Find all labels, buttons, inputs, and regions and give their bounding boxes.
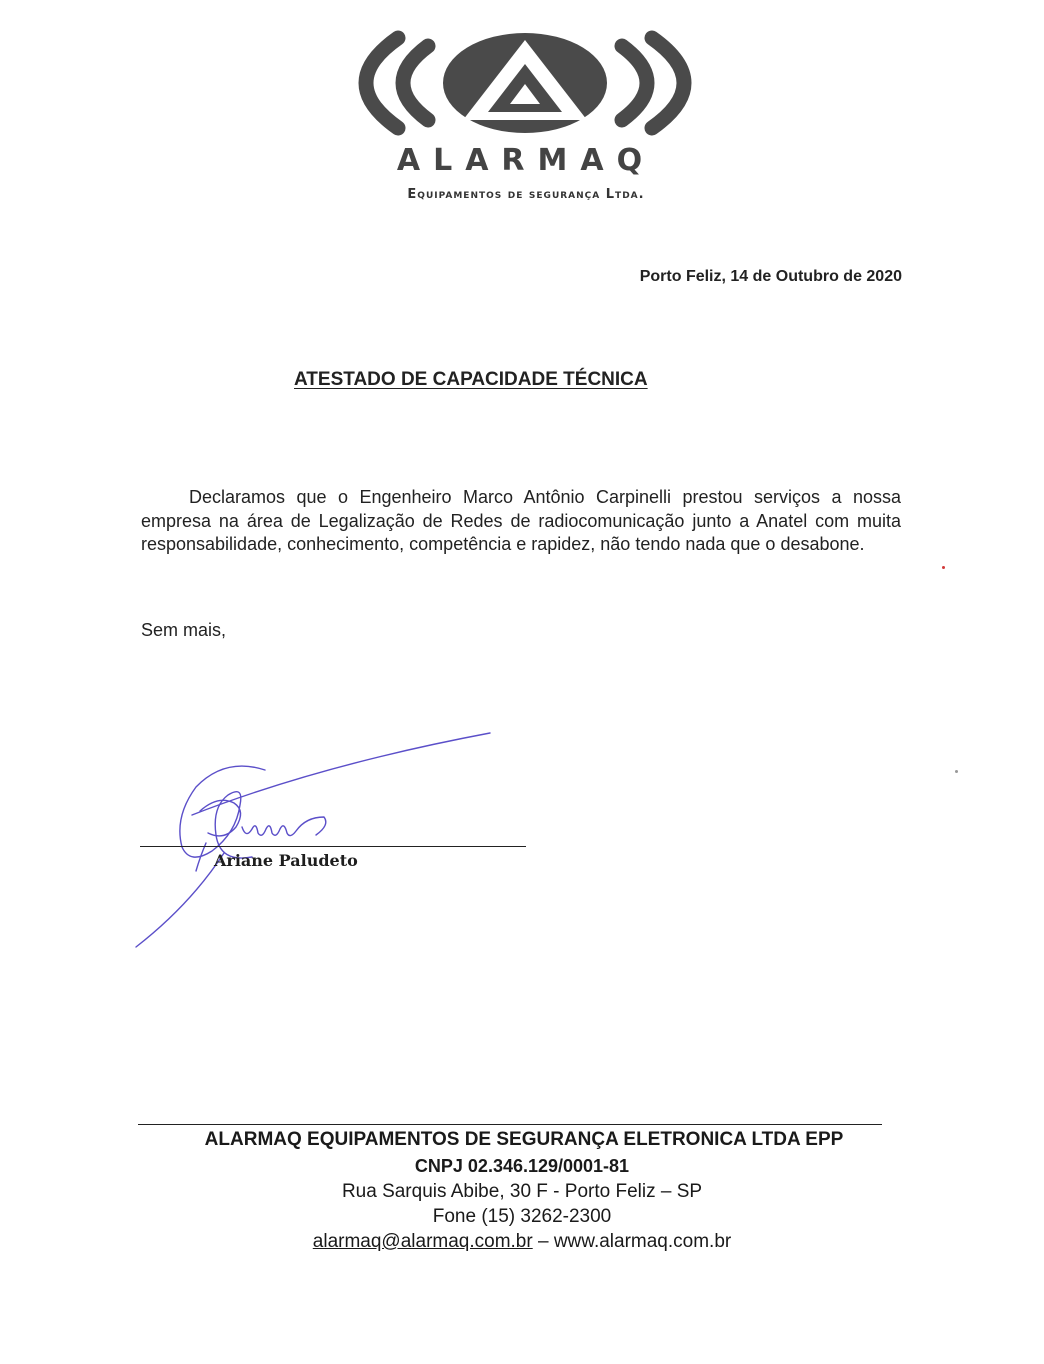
letterhead: [340, 28, 710, 202]
brand-name: ALARMAQ: [396, 143, 656, 178]
footer-divider: [138, 1124, 882, 1125]
footer-address: Rua Sarquis Abibe, 30 F - Porto Feliz – SP: [341, 1181, 703, 1202]
scan-speck: [942, 566, 945, 569]
footer-website-link[interactable]: www.alarmaq.com.br: [553, 1231, 732, 1252]
footer-email-link[interactable]: alarmaq@alarmaq.com.br: [312, 1231, 533, 1252]
footer: [0, 1127, 1044, 1254]
handwritten-signature-icon: [130, 725, 510, 955]
signer-name: Ariane Paludeto: [214, 851, 358, 870]
body-paragraph: Declaramos que o Engenheiro Marco Antônio Carpinelli prestou serviços a nossa empresa na área de Legalização de Redes de radiocomunicação junto a Anatel com muita responsabilidade, conhecimento, competência e rapidez, não tendo nada que o desabone.: [141, 487, 901, 554]
closing-line: Sem mais,: [141, 620, 227, 640]
footer-cnpj: CNPJ 02.346.129/0001-81: [414, 1156, 630, 1176]
document-title: ATESTADO DE CAPACIDADE TÉCNICA: [294, 369, 648, 390]
scan-speck: [955, 770, 958, 773]
footer-phone: Fone (15) 3262-2300: [432, 1206, 612, 1227]
footer-separator: –: [532, 1231, 554, 1252]
footer-contact: [0, 1229, 1044, 1254]
footer-company: ALARMAQ EQUIPAMENTOS DE SEGURANÇA ELETRONICA LTDA EPP: [204, 1129, 844, 1150]
date-line: Porto Feliz, 14 de Outubro de 2020: [639, 268, 902, 285]
brand-tagline: Equipamentos de segurança Ltda.: [407, 187, 645, 202]
signature-line: [140, 846, 526, 847]
